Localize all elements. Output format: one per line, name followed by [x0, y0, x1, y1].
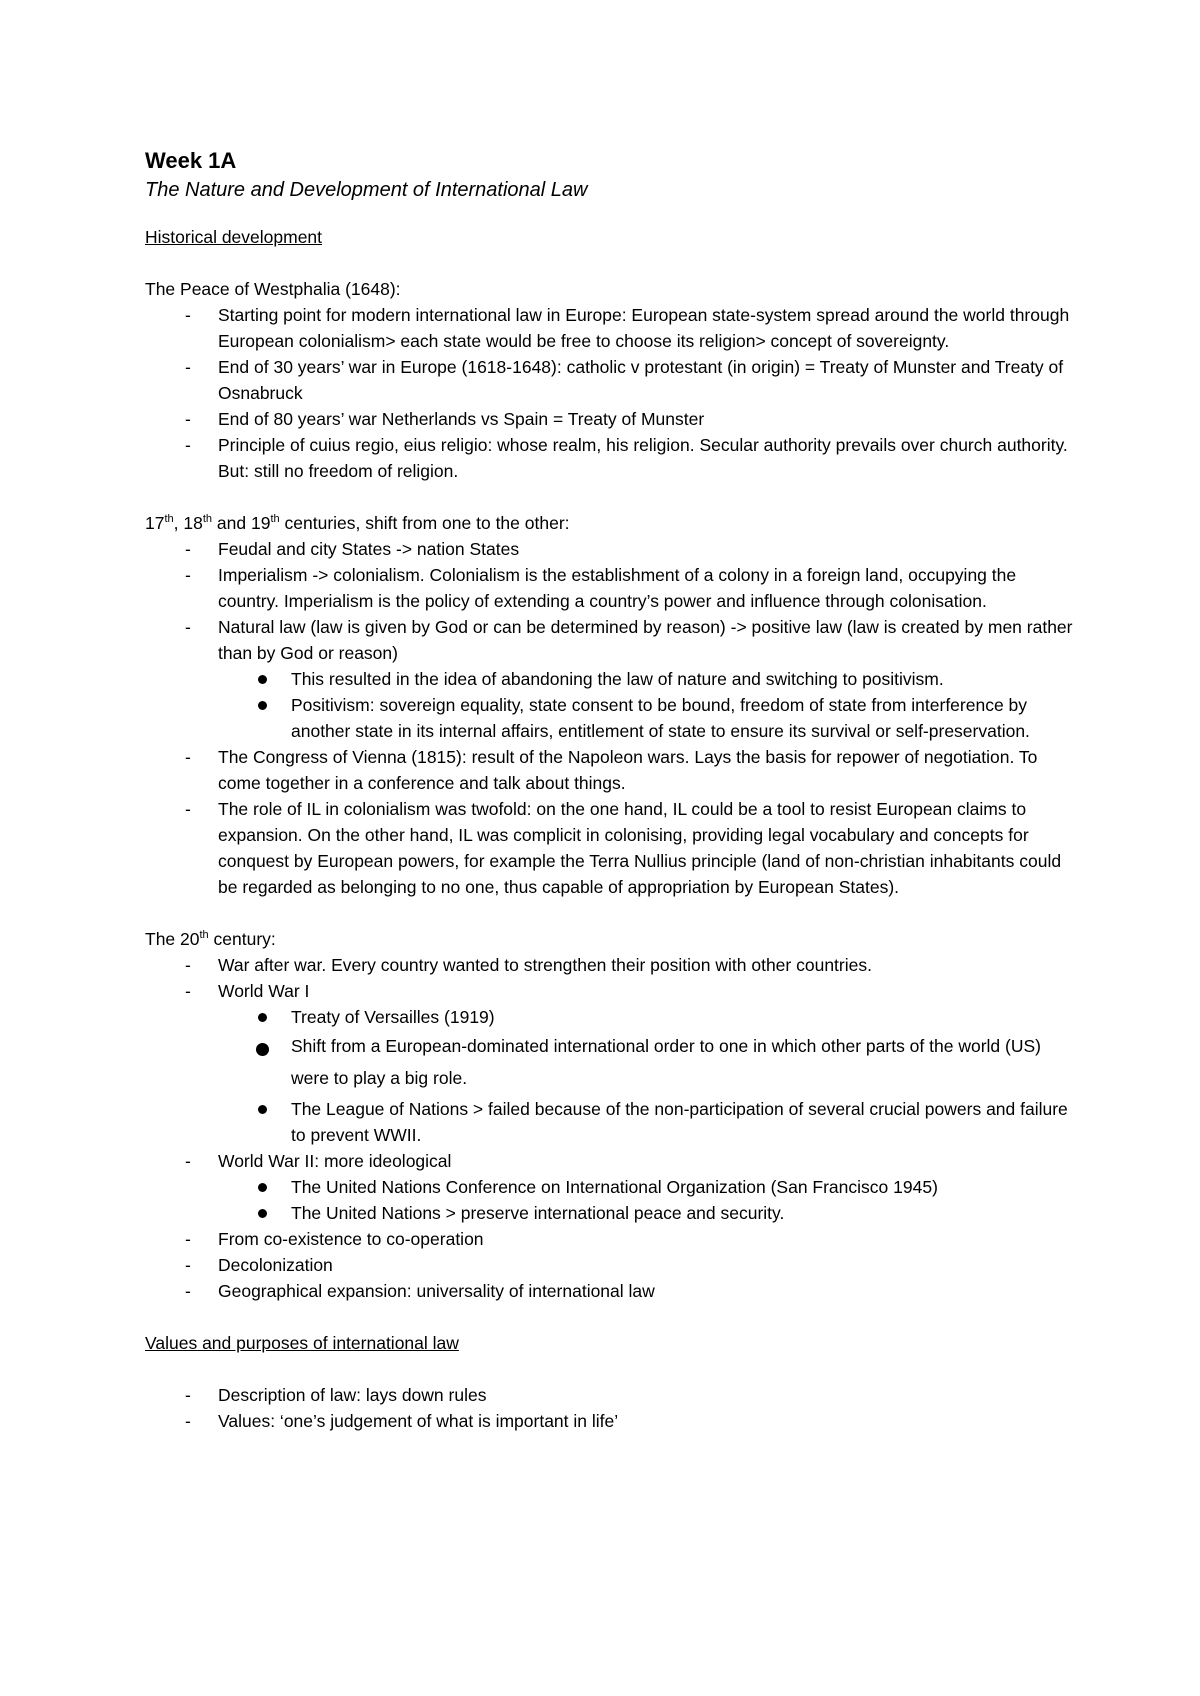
natural-law-sublist — [218, 666, 1075, 744]
bullet-icon — [256, 1043, 269, 1056]
list-item: - Decolonization — [145, 1252, 1075, 1278]
list-item: - Imperialism -> colonialism. Colonialism is the establishment of a colony in a foreign land, occupying the country. Imperialism is the policy of extending a country’s power and influence through colonisation. — [145, 562, 1075, 614]
document-content — [145, 146, 1075, 1434]
list-item-text: Natural law (law is given by God or can be determined by reason) -> positive law (law is created by men rather than by God or reason) — [218, 617, 1073, 663]
list-item-text: World War I — [218, 981, 310, 1001]
bullet-icon — [258, 1209, 267, 1218]
values-list — [145, 1382, 1075, 1434]
list-item: - Geographical expansion: universality of international law — [145, 1278, 1075, 1304]
ww1-sublist — [218, 1004, 1075, 1148]
section-heading-values: Values and purposes of international law — [145, 1333, 459, 1353]
sub-list-item: The United Nations > preserve international peace and security. — [218, 1200, 1075, 1226]
westphalia-intro: The Peace of Westphalia (1648): — [145, 279, 401, 299]
list-item: - Description of law: lays down rules — [145, 1382, 1075, 1408]
list-item: - Values: ‘one’s judgement of what is important in life’ — [145, 1408, 1075, 1434]
list-item — [145, 614, 1075, 744]
bullet-icon — [258, 1183, 267, 1192]
section-heading-historical: Historical development — [145, 227, 323, 247]
sub-list-item: The League of Nations > failed because of the non-participation of several crucial powers and failure to prevent WWII. — [218, 1096, 1075, 1148]
list-item: - The role of IL in colonialism was twofold: on the one hand, IL could be a tool to resist European claims to expansion. On the other hand, IL was complicit in colonising, providing legal vocabulary and concepts for conquest by European powers, for example the Terra Nullius principle (land of non-christian inhabitants could be regarded as belonging to no one, thus capable of appropriation by European States). — [145, 796, 1075, 900]
document-title: Week 1A — [145, 148, 237, 173]
list-item: - Starting point for modern international law in Europe: European state-system spread around the world through European colonialism> each state would be free to choose its religion> concept of sovereignty. — [145, 302, 1075, 354]
bullet-icon — [258, 701, 267, 710]
sub-list-item: Treaty of Versailles (1919) — [218, 1004, 1075, 1030]
ww2-sublist — [218, 1174, 1075, 1226]
twentieth-intro: The 20th century: — [145, 929, 276, 949]
sub-list-item: The United Nations Conference on International Organization (San Francisco 1945) — [218, 1174, 1075, 1200]
list-item: - The Congress of Vienna (1815): result of the Napoleon wars. Lays the basis for repower of negotiation. To come together in a conference and talk about things. — [145, 744, 1075, 796]
list-item — [145, 978, 1075, 1148]
list-item: - War after war. Every country wanted to strengthen their position with other countries. — [145, 952, 1075, 978]
bullet-icon — [258, 1013, 267, 1022]
list-item: - End of 80 years’ war Netherlands vs Spain = Treaty of Munster — [145, 406, 1075, 432]
bullet-icon — [258, 675, 267, 684]
list-item: - From co-existence to co-operation — [145, 1226, 1075, 1252]
list-item: - End of 30 years’ war in Europe (1618-1648): catholic v protestant (in origin) = Treaty of Munster and Treaty of Osnabruck — [145, 354, 1075, 406]
westphalia-list — [145, 302, 1075, 484]
list-item — [145, 1148, 1075, 1226]
bullet-icon — [258, 1105, 267, 1114]
sub-list-item: Positivism: sovereign equality, state consent to be bound, freedom of state from interference by another state in its internal affairs, entitlement of state to ensure its survival or self-preservation. — [218, 692, 1075, 744]
centuries-intro: 17th, 18th and 19th centuries, shift from one to the other: — [145, 513, 570, 533]
sub-list-item: This resulted in the idea of abandoning the law of nature and switching to positivism. — [218, 666, 1075, 692]
twentieth-list — [145, 952, 1075, 1304]
sub-list-item: Shift from a European-dominated international order to one in which other parts of the world (US) were to play a big role. — [218, 1030, 1075, 1094]
list-item-text: World War II: more ideological — [218, 1151, 452, 1171]
list-item: - Feudal and city States -> nation States — [145, 536, 1075, 562]
document-subtitle: The Nature and Development of International Law — [145, 179, 588, 201]
centuries-list — [145, 536, 1075, 900]
list-item: - Principle of cuius regio, eius religio: whose realm, his religion. Secular authority prevails over church authority. But: still no freedom of religion. — [145, 432, 1075, 484]
